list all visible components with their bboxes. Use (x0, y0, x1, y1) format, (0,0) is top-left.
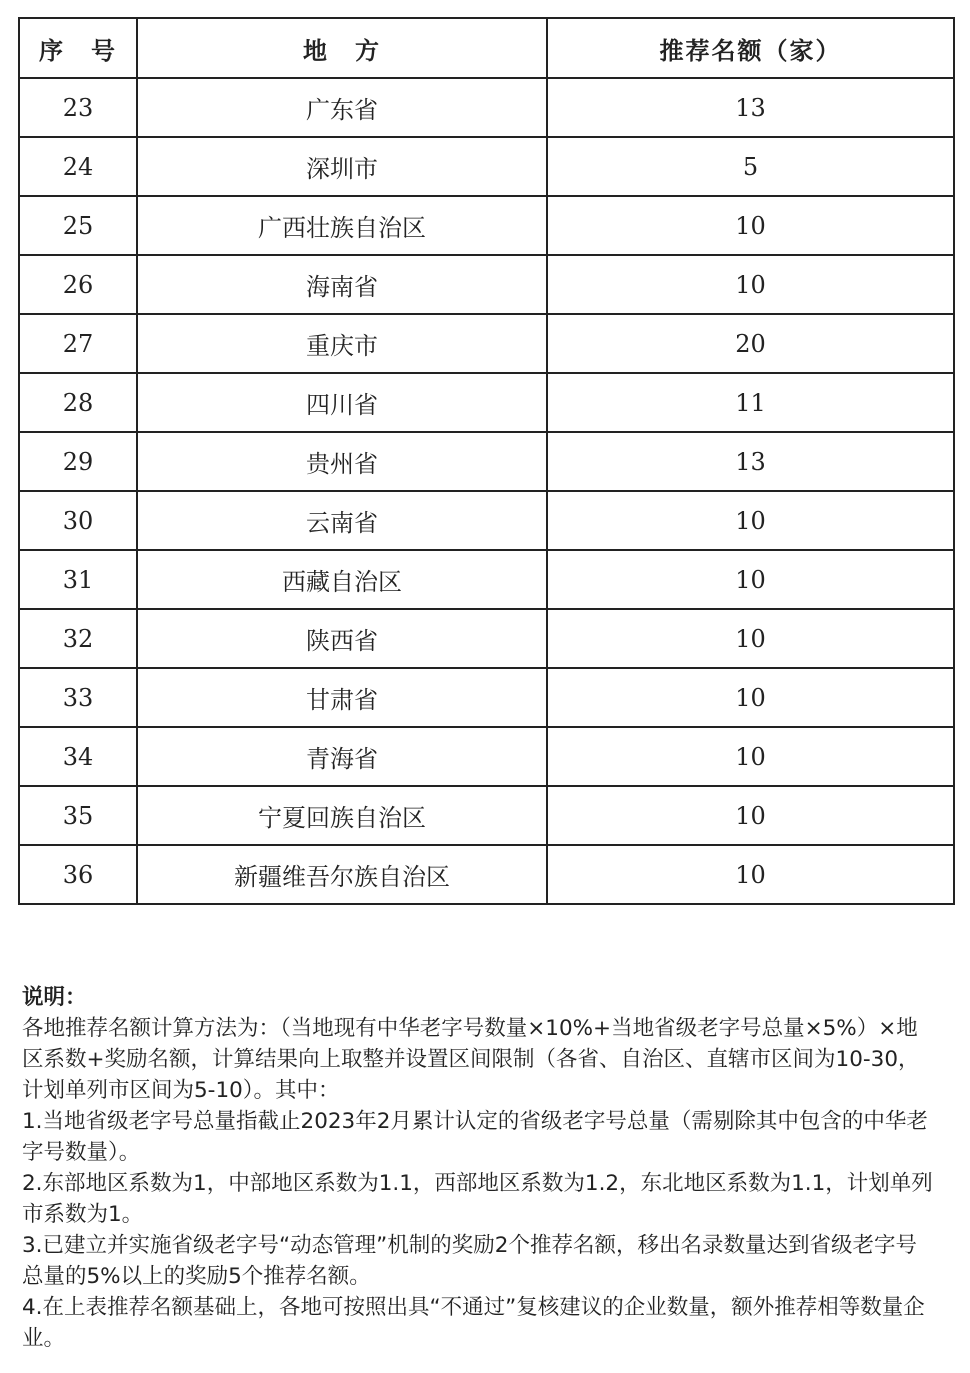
cell-quota: 10 (547, 550, 954, 609)
cell-quota: 10 (547, 786, 954, 845)
notes-paragraph: 2.东部地区系数为1，中部地区系数为1.1，西部地区系数为1.2，东北地区系数为1.1，计划单列市系数为1。 (22, 1171, 933, 1227)
cell-region: 新疆维吾尔族自治区 (137, 845, 547, 904)
cell-quota: 10 (547, 845, 954, 904)
notes-paragraph: 3.已建立并实施省级老字号“动态管理”机制的奖励2个推荐名额，移出名录数量达到省级老字号总量的5%以上的奖励5个推荐名额。 (22, 1233, 917, 1289)
cell-quota: 10 (547, 491, 954, 550)
cell-number: 26 (19, 255, 137, 314)
table-row (19, 373, 954, 432)
header-number: 序 号 (19, 18, 137, 78)
cell-number: 34 (19, 727, 137, 786)
notes-paragraph: 各地推荐名额计算方法为：（当地现有中华老字号数量×10%+当地省级老字号总量×5%）×地区系数+奖励名额，计算结果向上取整并设置区间限制（各省、自治区、直辖市区间为10-30，计划单列市区间为5-10）。其中： (22, 1016, 920, 1103)
cell-quota: 10 (547, 727, 954, 786)
table-header-row (19, 18, 954, 78)
table-row (19, 668, 954, 727)
cell-number: 35 (19, 786, 137, 845)
cell-region: 海南省 (137, 255, 547, 314)
cell-quota: 10 (547, 668, 954, 727)
cell-quota: 5 (547, 137, 954, 196)
cell-region: 广东省 (137, 78, 547, 137)
cell-quota: 10 (547, 609, 954, 668)
cell-region: 青海省 (137, 727, 547, 786)
table-row (19, 137, 954, 196)
table-row (19, 845, 954, 904)
cell-region: 深圳市 (137, 137, 547, 196)
cell-number: 36 (19, 845, 137, 904)
cell-region: 四川省 (137, 373, 547, 432)
cell-number: 23 (19, 78, 137, 137)
cell-number: 33 (19, 668, 137, 727)
cell-quota: 11 (547, 373, 954, 432)
cell-quota: 20 (547, 314, 954, 373)
header-region: 地 方 (137, 18, 547, 78)
cell-region: 广西壮族自治区 (137, 196, 547, 255)
cell-region: 云南省 (137, 491, 547, 550)
cell-number: 32 (19, 609, 137, 668)
cell-number: 24 (19, 137, 137, 196)
cell-region: 西藏自治区 (137, 550, 547, 609)
table-row (19, 727, 954, 786)
cell-region: 重庆市 (137, 314, 547, 373)
cell-number: 25 (19, 196, 137, 255)
cell-number: 28 (19, 373, 137, 432)
table-row (19, 786, 954, 845)
quota-table (18, 17, 955, 905)
table-row (19, 78, 954, 137)
table-row (19, 255, 954, 314)
table-row (19, 196, 954, 255)
header-quota: 推荐名额（家） (547, 18, 954, 78)
cell-number: 29 (19, 432, 137, 491)
cell-quota: 13 (547, 78, 954, 137)
table-row (19, 432, 954, 491)
cell-quota: 10 (547, 255, 954, 314)
table-row (19, 314, 954, 373)
table-row (19, 550, 954, 609)
table-row (19, 491, 954, 550)
notes-section (22, 982, 937, 1354)
cell-number: 31 (19, 550, 137, 609)
quota-table-container (18, 17, 953, 905)
cell-region: 宁夏回族自治区 (137, 786, 547, 845)
notes-paragraph: 4.在上表推荐名额基础上，各地可按照出具“不通过”复核建议的企业数量，额外推荐相等数量企业。 (22, 1295, 925, 1351)
cell-number: 27 (19, 314, 137, 373)
cell-quota: 13 (547, 432, 954, 491)
notes-paragraph: 1.当地省级老字号总量指截止2023年2月累计认定的省级老字号总量（需剔除其中包含的中华老字号数量）。 (22, 1109, 928, 1165)
table-row (19, 609, 954, 668)
cell-region: 甘肃省 (137, 668, 547, 727)
cell-region: 贵州省 (137, 432, 547, 491)
cell-quota: 10 (547, 196, 954, 255)
cell-number: 30 (19, 491, 137, 550)
notes-title: 说明： (22, 985, 87, 1010)
cell-region: 陕西省 (137, 609, 547, 668)
